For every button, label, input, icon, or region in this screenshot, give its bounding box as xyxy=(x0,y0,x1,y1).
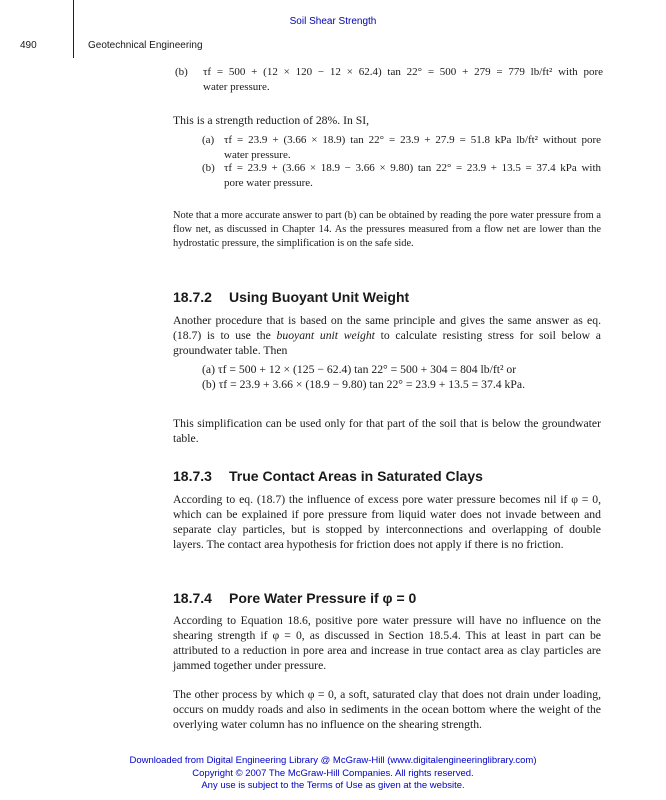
item-label: (a) xyxy=(202,134,215,146)
buoyant-item-a xyxy=(202,362,602,377)
equation-line: τf = 500 + (12 × 120 − 12 × 62.4) tan 22° = 500 + 279 = 779 lb/ft² with pore xyxy=(203,66,603,78)
page-number: 490 xyxy=(20,40,37,51)
section-paragraph: The other process by which φ = 0, a soft, saturated clay that does not drain under loading, occurs on muddy roads and also in sediments in the ocean bottom where the weight of the overlying water column has no influence on the shearing strength. xyxy=(173,688,601,731)
section-number: 18.7.2 xyxy=(173,289,212,305)
intro-item-b xyxy=(175,65,603,95)
paragraph-text: to calculate resisting stress for soil below a groundwater table. Then xyxy=(173,329,601,357)
equation-line: water pressure. xyxy=(203,81,270,93)
footer-download-line: Downloaded from Digital Engineering Library @ McGraw-Hill (www.digitalengineeringlibrary.com) xyxy=(129,755,537,766)
download-footer xyxy=(0,755,666,793)
si-item-a xyxy=(202,133,601,163)
note-paragraph: Note that a more accurate answer to part (b) can be obtained by reading the pore water pressure from a flow net, as discussed in Chapter 14. As the pressures measured from a flow net are lower than the hydrostatic pressure, the simplification is on the safe side. xyxy=(173,210,601,249)
section-title: True Contact Areas in Saturated Clays xyxy=(229,468,483,484)
footer-terms-line: Any use is subject to the Terms of Use as given at the website. xyxy=(201,780,465,791)
section-heading-18-7-4 xyxy=(173,590,603,606)
running-head: Soil Shear Strength xyxy=(289,16,377,27)
section-paragraph: This simplification can be used only for that part of the soil that is below the groundwater table. xyxy=(173,417,601,445)
section-title: Using Buoyant Unit Weight xyxy=(229,289,410,305)
reduction-note: This is a strength reduction of 28%. In SI, xyxy=(173,114,370,127)
equation-line: τf = 23.9 + 3.66 × (18.9 − 9.80) tan 22° = 23.9 + 13.5 = 37.4 kPa. xyxy=(218,378,526,391)
section-heading-18-7-3 xyxy=(173,468,603,484)
si-item-b xyxy=(202,161,601,191)
section-paragraph xyxy=(173,313,601,358)
equation-line: τf = 23.9 + (3.66 × 18.9 − 3.66 × 9.80) tan 22° = 23.9 + 13.5 = 37.4 kPa with xyxy=(224,162,601,174)
section-paragraph: According to Equation 18.6, positive pore water pressure will have no influence on the shearing strength if φ = 0, as discussed in Section 18.5.4. This at least in part can be attributed to a reduction in pore area and increase in true contact area as clay particles are jammed together under pressure. xyxy=(173,614,601,672)
section-title: Pore Water Pressure if φ = 0 xyxy=(229,590,417,606)
item-label: (b) xyxy=(202,378,216,391)
paragraph-text: Another procedure that is based on the same principle and gives the same answer as eq. (18.7) is to use the xyxy=(173,314,601,342)
header-divider xyxy=(73,0,74,58)
section-number: 18.7.3 xyxy=(173,468,212,484)
buoyant-item-b xyxy=(202,377,602,392)
section-heading-18-7-2 xyxy=(173,289,603,305)
equation-line: τf = 23.9 + (3.66 × 18.9) tan 22° = 23.9 + 27.9 = 51.8 kPa lb/ft² without pore xyxy=(224,134,601,146)
emphasized-term: buoyant unit weight xyxy=(276,329,375,342)
section-number: 18.7.4 xyxy=(173,590,212,606)
section-paragraph: According to eq. (18.7) the influence of excess pore water pressure becomes nil if φ = 0, which can be explained if pore pressure from liquid water does not invade between and separate clay particles, but is stopped by interconnections and overlapping of double layers. The contact area hypothesis for friction does not apply if there is no friction. xyxy=(173,493,601,551)
item-label: (b) xyxy=(175,66,188,78)
footer-copyright-line: Copyright © 2007 The McGraw-Hill Companies. All rights reserved. xyxy=(192,767,474,779)
equation-line: τf = 500 + 12 × (125 − 62.4) tan 22° = 500 + 304 = 804 lb/ft² or xyxy=(217,363,517,376)
book-title: Geotechnical Engineering xyxy=(88,40,203,51)
item-label: (a) xyxy=(202,363,215,376)
equation-line: water pressure. xyxy=(224,149,291,161)
item-label: (b) xyxy=(202,162,215,174)
equation-line: pore water pressure. xyxy=(224,177,313,189)
